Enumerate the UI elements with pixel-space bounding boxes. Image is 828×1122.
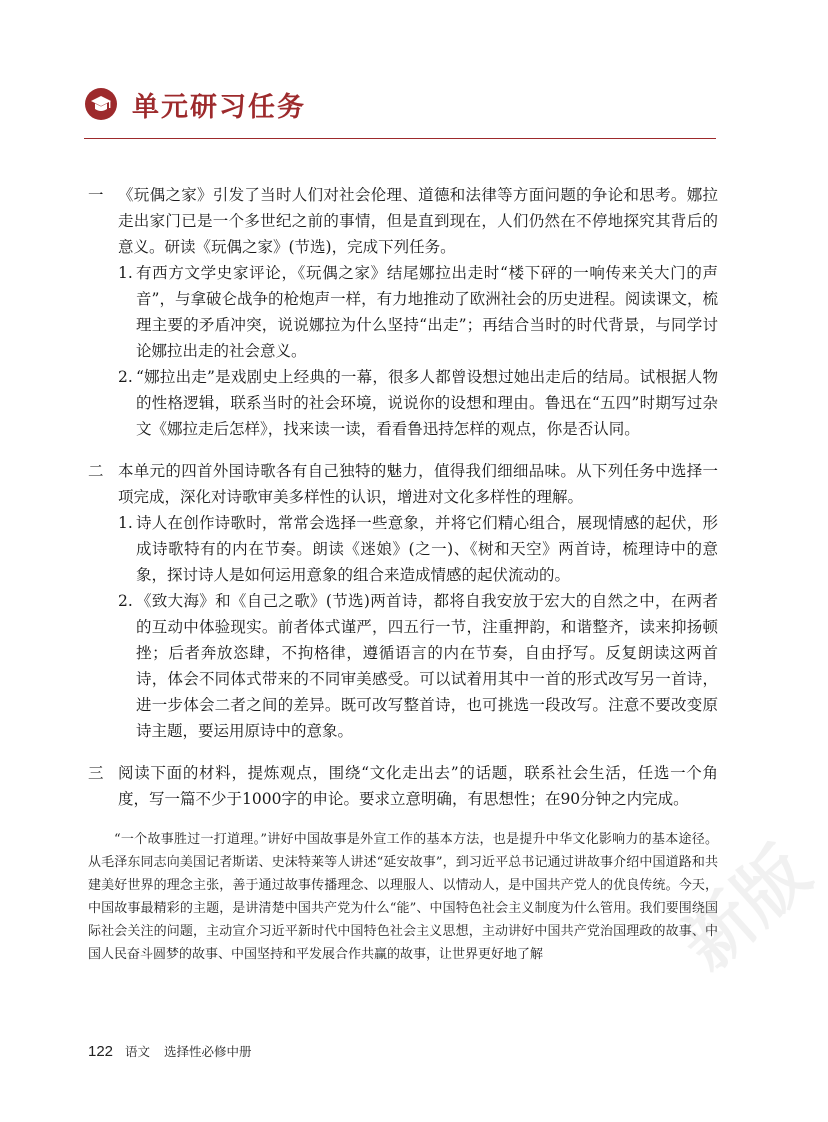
section-number: 二 (88, 462, 104, 480)
task-section-3 (88, 760, 718, 812)
footer-subject: 语文 (125, 1044, 151, 1059)
subtask (118, 510, 718, 588)
unit-title: 单元研习任务 (132, 91, 306, 123)
section-intro: 阅读下面的材料，提炼观点，围绕“文化走出去”的话题，联系社会生活，任选一个角度，写一篇不少于1000字的申论。要求立意明确，有思想性；在90分钟之内完成。 (118, 764, 718, 808)
unit-header (84, 84, 306, 124)
page-number: 122 (88, 1043, 114, 1060)
subtask-number: 2. (118, 592, 133, 610)
page-footer (88, 1042, 252, 1060)
watermark: 新版 (665, 831, 825, 986)
subtask-number: 2. (118, 368, 133, 386)
section-number: 一 (88, 186, 104, 204)
subtask-text: 《致大海》和《自己之歌》(节选)两首诗，都将自我安放于宏大的自然之中，在两者的互动中体验现实。前者体式谨严，四五行一节，注重押韵，和谐整齐，读来抑扬顿挫；后者奔放恣肆，不拘格律，遵循语言的内在节奏，自由抒写。反复朗读这两首诗，体会不同体式带来的不同审美感受。可以试着用其中一首的形式改写另一首诗，进一步体会二者之间的差异。既可改写整首诗，也可挑选一段改写。注意不要改变原诗主题，要运用原诗中的意象。 (136, 592, 718, 740)
footer-book: 选择性必修中册 (164, 1044, 252, 1059)
graduation-cap-icon (84, 87, 118, 121)
subtask-number: 1. (118, 514, 133, 532)
subtask (118, 260, 718, 364)
subtask-text: “娜拉出走”是戏剧史上经典的一幕，很多人都曾设想过她出走后的结局。试根据人物的性格逻辑，联系当时的社会环境，说说你的设想和理由。鲁迅在“五四”时期写过杂文《娜拉走后怎样》，找来读一读，看看鲁迅持怎样的观点，你是否认同。 (136, 368, 718, 438)
task-section-2 (88, 458, 718, 744)
section-number: 三 (88, 764, 104, 782)
subtask-text: 有西方文学史家评论，《玩偶之家》结尾娜拉出走时“楼下砰的一响传来关大门的声音”，与拿破仑战争的枪炮声一样，有力地推动了欧洲社会的历史进程。阅读课文，梳理主要的矛盾冲突，说说娜拉为什么坚持“出走”；再结合当时的时代背景，与同学讨论娜拉出走的社会意义。 (136, 264, 718, 360)
task-section-1 (88, 182, 718, 442)
section-intro: 《玩偶之家》引发了当时人们对社会伦理、道德和法律等方面问题的争论和思考。娜拉走出家门已是一个多世纪之前的事情，但是直到现在，人们仍然在不停地探究其背后的意义。研读《玩偶之家》(节选)，完成下列任务。 (118, 186, 718, 256)
subtask (118, 364, 718, 442)
subtask-number: 1. (118, 264, 133, 282)
header-divider (84, 138, 716, 139)
task-content (88, 182, 718, 966)
reading-material: “一个故事胜过一打道理。”讲好中国故事是外宣工作的基本方法，也是提升中华文化影响力的基本途径。从毛泽东同志向美国记者斯诺、史沫特莱等人讲述“延安故事”，到习近平总书记通过讲故事介绍中国道路和共建美好世界的理念主张，善于通过故事传播理念、以理服人、以情动人，是中国共产党人的优良传统。今天，中国故事最精彩的主题，是讲清楚中国共产党为什么“能”、中国特色社会主义制度为什么管用。我们要围绕国际社会关注的问题，主动宣介习近平新时代中国特色社会主义思想，主动讲好中国共产党治国理政的故事、中国人民奋斗圆梦的故事、中国坚持和平发展合作共赢的故事，让世界更好地了解 (88, 832, 718, 962)
subtask (118, 588, 718, 744)
section-intro: 本单元的四首外国诗歌各有自己独特的魅力，值得我们细细品味。从下列任务中选择一项完成，深化对诗歌审美多样性的认识，增进对文化多样性的理解。 (118, 462, 718, 506)
subtask-text: 诗人在创作诗歌时，常常会选择一些意象，并将它们精心组合，展现情感的起伏，形成诗歌特有的内在节奏。朗读《迷娘》(之一)、《树和天空》两首诗，梳理诗中的意象，探讨诗人是如何运用意象的组合来造成情感的起伏流动的。 (136, 514, 718, 584)
